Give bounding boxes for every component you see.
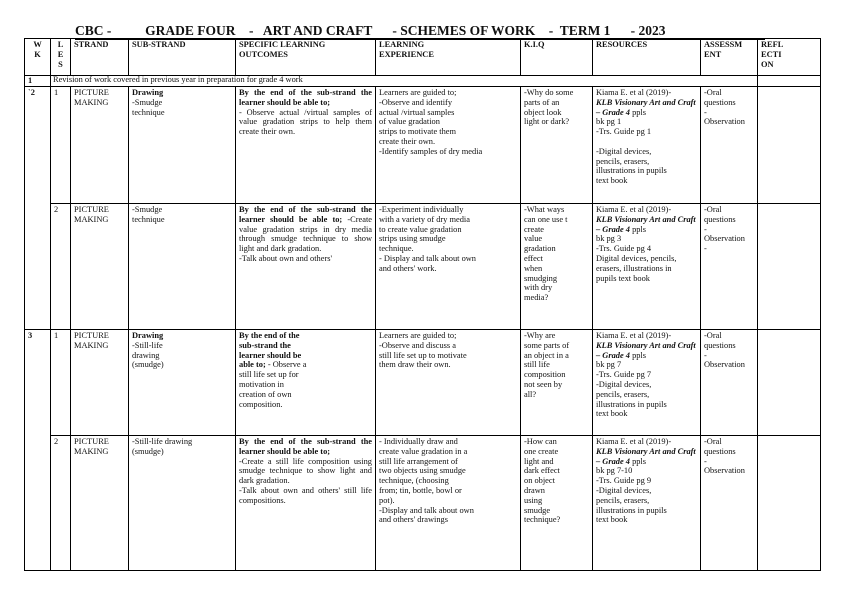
slo-cell	[236, 87, 376, 204]
resource-author: Kiama E. et al (2019)-	[596, 331, 672, 340]
resource-author: Kiama E. et al (2019)-	[596, 88, 672, 97]
resource-details: ppls bk pg 7 -Trs. Guide pg 7 -Digital devices, pencils, erasers, illustrations in pupils text book	[596, 350, 667, 419]
header-kiq: K.I.Q	[521, 39, 593, 76]
reflection-cell	[758, 436, 821, 571]
week-cell: `2	[25, 87, 51, 204]
sub-strand-cell	[129, 436, 236, 571]
slo-intro: By the end of the sub-strand the learner should be able to;	[239, 437, 372, 456]
sub-strand-cell	[129, 204, 236, 330]
learning-experience-cell: - Individually draw and create value gradation in a still life arrangement of two objects using smudge technique, (choosing from; tin, bottle, bowl or pot). -Display and talk about own and others' drawings	[376, 436, 521, 571]
kiq-cell: -How can one create light and dark effect on object drawn using smudge technique?	[521, 436, 593, 571]
assessment-cell: -Oral questions - Observation -	[701, 204, 758, 330]
sub-strand-title: Drawing	[132, 331, 164, 340]
header-learning-experience: LEARNING EXPERIENCE	[376, 39, 521, 76]
table-row	[25, 330, 821, 436]
week-cell: 1	[25, 76, 51, 87]
resources-cell	[593, 204, 701, 330]
resource-author: Kiama E. et al (2019)-	[596, 437, 672, 446]
resource-details: ppls bk pg 7-10 -Trs. Guide pg 9 -Digital devices, pencils, erasers, illustrations in pupils text book	[596, 456, 667, 525]
schemes-of-work-table	[24, 38, 821, 571]
lesson-cell: 2	[51, 204, 71, 330]
slo-cell	[236, 204, 376, 330]
kiq-cell: -What ways can one use t create value gradation effect when smudging with dry media?	[521, 204, 593, 330]
header-lesson: L E S	[51, 39, 71, 76]
table-row	[25, 87, 821, 204]
resource-author: Kiama E. et al (2019)-	[596, 205, 672, 214]
sub-strand-cell	[129, 87, 236, 204]
week-cell	[25, 436, 51, 571]
sub-strand-text: -Still-life drawing (smudge)	[132, 437, 193, 456]
header-sub-strand: SUB-STRAND	[129, 39, 236, 76]
table-row	[25, 436, 821, 571]
learning-experience-cell: Learners are guided to; -Observe and identify actual /virtual samples of value gradation strips to motivate them create their own. -Identify samples of dry media	[376, 87, 521, 204]
sub-strand-title: Drawing	[132, 88, 164, 97]
header-specific-learning-outcomes: SPECIFIC LEARNING OUTCOMES	[236, 39, 376, 76]
strand-cell: PICTURE MAKING	[71, 87, 129, 204]
lesson-cell: 1	[51, 330, 71, 436]
assessment-cell: -Oral questions - Observation	[701, 330, 758, 436]
sub-strand-text: -Smudge technique	[132, 97, 165, 117]
slo-text: -Create value gradation strips in dry media through smudge technique to show light and dark gradation. -Talk about own and others'	[239, 214, 372, 263]
reflection-cell	[758, 204, 821, 330]
reflection-cell	[758, 76, 821, 87]
learning-experience-cell: -Experiment individually with a variety of dry media to create value gradation strips using smudge technique. - Display and talk about own and others' work.	[376, 204, 521, 330]
strand-cell: PICTURE MAKING	[71, 330, 129, 436]
week-cell	[25, 204, 51, 330]
sub-strand-text: -Smudge technique	[132, 205, 165, 224]
sub-strand-text: -Still-life drawing (smudge)	[132, 340, 164, 370]
header-week: W K	[25, 39, 51, 76]
slo-text: -Create a still life composition using smudge technique to show light and dark gradation. -Talk about own and others' still life compositions.	[239, 456, 372, 505]
header-resources: RESOURCES	[593, 39, 701, 76]
kiq-cell: -Why are some parts of an object in a still life composition not seen by all?	[521, 330, 593, 436]
sub-strand-cell	[129, 330, 236, 436]
resource-details: ppls bk pg 3 -Trs. Guide pg 4 Digital devices, pencils, erasers, illustrations in pupils text book	[596, 224, 677, 283]
document-title: CBC - GRADE FOUR - ART AND CRAFT - SCHEMES OF WORK - TERM 1 - 2023	[75, 24, 765, 40]
reflection-cell	[758, 87, 821, 204]
slo-intro: By the end of the sub-strand the learner should be able to;	[239, 88, 372, 107]
resource-book-title: KLB Visionary Art and Craft – Grade 4	[596, 97, 696, 117]
header-assessment: ASSESSM ENT	[701, 39, 758, 76]
revision-text: Revision of work covered in previous year in preparation for grade 4 work	[51, 76, 758, 87]
resource-details: ppls bk pg 1 -Trs. Guide pg 1 -Digital devices, pencils, erasers, illustrations in pupils text book	[596, 107, 667, 186]
slo-intro: By the end of the sub-strand the learner should be able to;	[239, 331, 302, 370]
resources-cell	[593, 330, 701, 436]
assessment-cell: -Oral questions - Observation	[701, 436, 758, 571]
strand-cell: PICTURE MAKING	[71, 204, 129, 330]
resource-book-title: KLB Visionary Art and Craft – Grade 4	[596, 340, 696, 360]
strand-cell: PICTURE MAKING	[71, 436, 129, 571]
resources-cell	[593, 87, 701, 204]
assessment-cell: -Oral questions - Observation	[701, 87, 758, 204]
header-row	[25, 39, 821, 76]
week-cell: 3	[25, 330, 51, 436]
slo-text: - Observe actual /virtual samples of value gradation strips to help them create their own.	[239, 107, 372, 137]
slo-cell	[236, 436, 376, 571]
header-strand: STRAND	[71, 39, 129, 76]
resources-cell	[593, 436, 701, 571]
learning-experience-cell: Learners are guided to; -Observe and discuss a still life set up to motivate them draw their own.	[376, 330, 521, 436]
resource-book-title: KLB Visionary Art and Craft – Grade 4	[596, 446, 696, 466]
slo-cell	[236, 330, 376, 436]
slo-text: - Observe a still life set up for motivation in creation of own composition.	[239, 360, 307, 409]
kiq-cell: -Why do some parts of an object look light or dark?	[521, 87, 593, 204]
lesson-cell: 1	[51, 87, 71, 204]
reflection-cell	[758, 330, 821, 436]
lesson-cell: 2	[51, 436, 71, 571]
slo-intro: By the end of the sub-strand the learner should be able to;	[239, 205, 372, 224]
header-reflection: REFL ECTI ON	[758, 39, 821, 76]
resource-book-title: KLB Visionary Art and Craft – Grade 4	[596, 214, 696, 234]
revision-row	[25, 76, 821, 87]
table-row	[25, 204, 821, 330]
